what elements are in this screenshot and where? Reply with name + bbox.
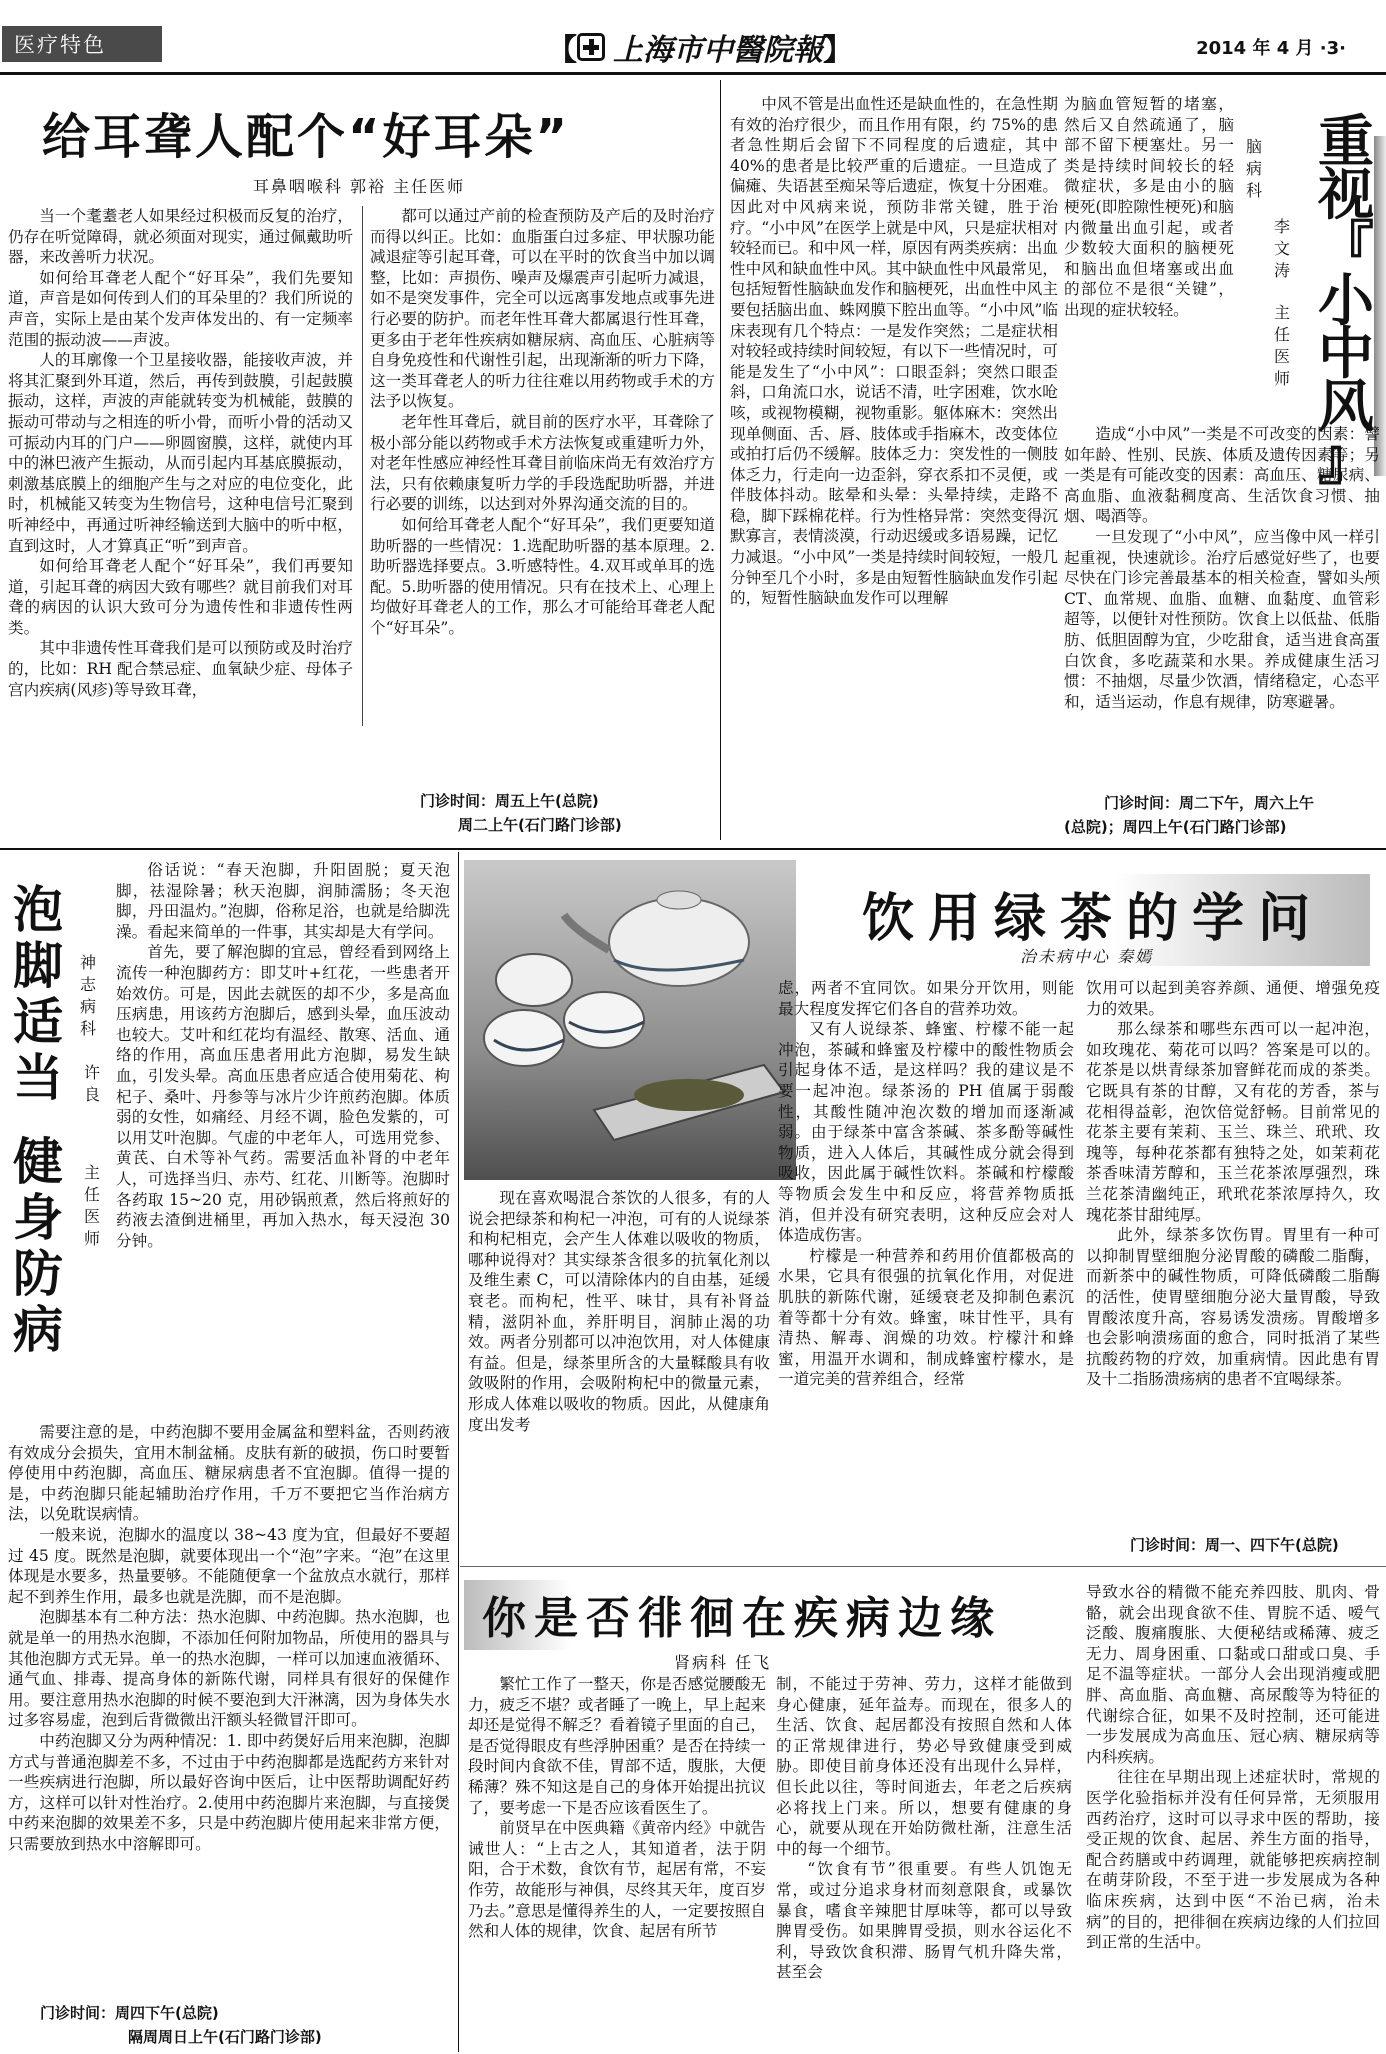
article-1-divider — [362, 206, 363, 726]
article-2-col1: 中风不管是出血性还是缺血性的，在急性期有效的治疗很少，而且作用有限，约 75%的患者急性期后会留下不同程度的后遗症，其中 40%的患者是比较严重的后遗症。一旦造成了偏瘫、失语甚至痴呆等后遗症，恢复十分困难。因此对中风病来说，预防非常关键，胜于治疗。“小中风”在医学上就是中风，只是症状相对较轻而已。和中风一样，原因有两类疾病：出血性中风和缺血性中风。其中缺血性中风最常见，包括短暂性脑缺血发作和脑梗死，出血性中风主要包括脑出血、蛛网膜下腔出血等。“小中风”临床表现有几个特点：一是发作突然；二是症状相对较轻或持续时间较短，有以下一些情况时，可能是发生了“小中风”：口眼歪斜；突然口眼歪斜，口角流口水，说话不清，吐字困难，饮水呛咳，或视物模糊，视物重影。躯体麻木：突然出现单侧面、舌、唇、肢体或手指麻木，改变体位或拍打后仍不缓解。肢体乏力：突发性的一侧肢体乏力，行走向一边歪斜，穿衣系扣不灵便，或伴肢体抖动。眩晕和头晕：头晕持续，走路不稳，脚下踩棉花样。行为性格异常：突然变得沉默寡言，表情淡漠，行动迟缓或多语易躁，记忆力减退。“小中风”一类是持续时间较短，一般几分钟至几个小时，多是由短暂性脑缺血发作引起的，短暂性脑缺血发作可以理解 — [730, 95, 1058, 608]
article-4 — [460, 852, 1386, 1564]
article-2-col2: 为脑血管短暂的堵塞，然后又自然疏通了，脑部不留下梗塞灶。另一类是持续时间较长的轻微症状，多是由小的脑梗死(即腔隙性梗死)和脑内微量出血引起，或者少数较大面积的脑梗死和脑出血但堵塞或出血的部位不是很“关键”，出现的症状较轻。 — [1064, 95, 1234, 319]
article-3-author: 许 良 — [83, 1063, 100, 1104]
article-4-byline: 治未病中心 秦嫣 — [1020, 947, 1154, 966]
masthead — [512, 24, 888, 70]
article-4-col3: 饮用可以起到美容养颜、通便、增强免疫力的效果。 那么绿茶和哪些东西可以一起冲泡，如玫瑰花、菊花可以吗？答案是可以的。花茶是以烘青绿茶加窨鲜花而成的茶类。它既具有茶的甘醇，又有花的芳香，茶与花相得益彰，泡饮倍觉舒畅。目前常见的花茶主要有茉莉、玉兰、珠兰、玳玳、玫瑰等，每种花茶都有独特之处，如茉莉花茶香味清芳醇和，玉兰花茶浓厚强烈，珠兰花茶清幽纯正，玳玳花茶浓厚持久，玫瑰花茶甘甜纯厚。 此外，绿茶多饮伤胃。胃里有一种可以抑制胃壁细胞分泌胃酸的磷酸二脂酶，而新茶中的碱性物质，可降低磷酸二脂酶的活性，使胃壁细胞分泌大量胃酸，导致胃酸浓度升高，容易诱发溃疡。胃酸增多也会影响溃疡面的愈合，同时抵消了某些抗酸药物的疗效，加重病情。因此患有胃及十二指肠溃疡病的患者不宜喝绿茶。 — [1086, 979, 1380, 1389]
article-3-role: 主 任 医 师 — [83, 1163, 100, 1248]
bottom-right-rule — [460, 1566, 1386, 1567]
article-3-clinic-hours-2: 隔周周日上午(石门路门诊部) — [128, 2028, 322, 2046]
article-2-clinic-hours-2: (总院)；周四上午(石门路门诊部) — [1064, 818, 1287, 836]
article-3-dept: 神 志 病 科 — [79, 953, 96, 1038]
article-3-title: 泡 脚 适 当 健 身 防 病 — [13, 881, 63, 1359]
article-4-title: 饮用绿茶的学问 — [862, 889, 1325, 949]
header-rule — [0, 72, 1386, 75]
article-2-role: 主 任 医 师 — [1273, 303, 1290, 388]
article-5-col1: 繁忙工作了一整天，你是否感觉腰酸无力，疲乏不堪？或者睡了一晚上，早上起来却还是觉得不解乏？看着镜子里面的自己，是否觉得眼皮有些浮肿困重？是否在持续一段时间内食欲不佳，胃部不适，腹胀，大便稀薄？殊不知这是自己的身体开始提出抗议了，要考虑一下是否应该看医生了。 前贤早在中医典籍《黄帝内经》中就告诫世人：“上古之人，其知道者，法于阴阳，合于术数，食饮有节，起居有常，不妄作劳，故能形与神俱，尽终其天年，度百岁乃去。”意思是懂得养生的人，一定要按照自然和人体的规律，饮食、起居有所节 — [468, 1675, 766, 1941]
bracket-left: 【 — [547, 33, 577, 68]
article-2-clinic-hours: 门诊时间：周二下午，周六上午 — [1104, 794, 1315, 812]
article-4-col1: 现在喜欢喝混合茶饮的人很多，有的人说会把绿茶和枸杞一冲泡，可有的人说绿茶和枸杞相克，会产生人体难以吸收的物质，哪种说得对？其实绿茶含很多的抗氧化剂以及维生素 C，可以清除体内的自由基，延缓衰老。而枸杞，性平、味甘，具有补肾益精，滋阴补血，养肝明目，润肺止渴的功效。两者分别都可以冲泡饮用，对人体健康有益。但是，绿茶里所含的大量鞣酸具有收敛吸附的作用，会吸附枸杞中的微量元素，形成人体难以吸收的物质。因此，从健康角度出发考 — [468, 1189, 770, 1434]
article-3-col-wide: 需要注意的是，中药泡脚不要用金属盆和塑料盆，否则药液有效成分会损失，宜用木制盆桶。皮肤有新的破损，伤口时要暂停使用中药泡脚，高血压、糖尿病患者不宜泡脚。值得一提的是，中药泡脚只能起辅助治疗作用，千万不要把它当作治病方法，以免耽误病情。 一般来说，泡脚水的温度以 38~43 度为宜，但最好不要超过 45 度。既然是泡脚，就要体现出一个“泡”字来。“泡”在这里体现是水要多，热量要够。不能随便拿一个盆放点水就行，那样起不到养生作用，最多也就是洗脚，而不是泡脚。 泡脚基本有二种方法：热水泡脚、中药泡脚。热水泡脚，也就是单一的用热水泡脚，不添加任何附加物品，所使用的器具与其他泡脚方式无异。单一的热水泡脚，一样可以加速血液循环、通气血、排毒、提高身体的新陈代谢，同样具有很好的保健作用。要注意用热水泡脚的时候不要泡到大汗淋漓，因为身体失水过多容易虚，泡到后背微微出汗额头轻微冒汗即可。 中药泡脚又分为两种情况：1. 即中药煲好后用来泡脚，泡脚方式与普通泡脚差不多，不过由于中药泡脚都是选配药方来针对一些疾病进行泡脚，所以最好咨询中医后，让中医帮助调配好药方，这样可以针对性治疗。2.使用中药泡脚片来泡脚，与直接煲中药来泡脚的效果差不多，只是中药泡脚片使用起来非常方便，只需要放到热水中溶解即可。 — [8, 1423, 450, 1853]
issue-date: 2014 年 4 月 ·3· — [1196, 38, 1346, 59]
article-1-clinic-hours-2: 周二上午(石门路门诊部) — [458, 816, 622, 834]
bracket-right: 】 — [823, 33, 853, 68]
article-5-title: 你是否徘徊在疾病边缘 — [482, 1593, 1002, 1644]
article-4-col2: 虑，两者不宜同饮。如果分开饮用，则能最大程度发挥它们各自的营养功效。 又有人说绿茶、蜂蜜、柠檬不能一起冲泡，茶碱和蜂蜜及柠檬中的酸性物质会引起身体不适，是这样吗？我的建议是不要一起冲泡。绿茶汤的 PH 值属于弱酸性，其酸性随冲泡次数的增加而逐渐减弱。由于绿茶中富含茶碱、茶多酚等碱性物质，进入人体后，其碱性成分就会得到吸收，因此属于碱性饮料。茶碱和柠檬酸等物质会发生中和反应，将营养物质抵消，但并没有研究表明，这种反应会对人体造成伤害。 柠檬是一种营养和药用价值都极高的水果，它具有很强的抗氧化作用，对促进肌肤的新陈代谢，延缓衰老及抑制色素沉着等都十分有效。蜂蜜，味甘性平，具有清热、解毒、润燥的功效。柠檬汁和蜂蜜，用温开水调和，制成蜂蜜柠檬水，是一道完美的营养组合，经常 — [778, 979, 1074, 1389]
masthead-title: 上海市中醫院報 — [613, 33, 823, 68]
tea-photo — [464, 860, 796, 1180]
top-divider — [720, 80, 721, 840]
article-2-title: 重 视 『 小 中 风 』 — [1312, 116, 1380, 476]
article-2-col2-cont: 造成“小中风”一类是不可改变的因素：譬如年龄、性别、民族、体质及遗传因素等；另一类是有可能改变的因素：高血压、糖尿病、高血脂、血液黏稠度高、生活饮食习惯、抽烟、喝酒等。 一旦发现了“小中风”，应当像中风一样引起重视，快速就诊。治疗后感觉好些了，也要尽快在门诊完善最基本的相关检查，譬如头颅 CT、血常规、血脂、血糖、血黏度、血管彩超等，以便针对性预防。饮食上以低盐、低脂肪、低胆固醇为宜，少吃甜食，适当进食高蛋白饮食，多吃蔬菜和水果。养成健康生活习惯：不抽烟，尽量少饮酒，情绪稳定，心态平和，适当运动，作息有规律，防寒避暑。 — [1064, 425, 1380, 711]
article-1-title: 给耳聋人配个“好耳朵” — [42, 109, 571, 165]
article-1-clinic-hours: 门诊时间：周五上午(总院) — [420, 792, 599, 810]
article-1-byline: 耳鼻咽喉科 郭裕 主任医师 — [252, 177, 466, 196]
article-3-clinic-hours: 门诊时间：周四下午(总院) — [40, 2004, 219, 2022]
article-2 — [722, 76, 1386, 844]
article-2-dept: 脑 病 科 — [1245, 137, 1262, 200]
article-4-clinic-hours: 门诊时间：周一、四下午(总院) — [1130, 1536, 1339, 1554]
article-1 — [0, 76, 718, 844]
article-2-author: 李 文 涛 — [1273, 217, 1290, 280]
article-5-col2: 制，不能过于劳神、劳力，这样才能做到身心健康，延年益寿。而现在，很多人的生活、饮食、起居都没有按照自然和人体的正常规律进行，势必导致健康受到威胁。即使目前身体还没有出现什么异样，但长此以往，等时间逝去，年老之后疾病必将找上门来。所以，想要有健康的身心，就要从现在开始防微杜渐，注意生活中的每一个细节。 “饮食有节”很重要。有些人饥饱无常，或过分追求身材而刻意限食，或暴饮暴食，嗜食辛辣肥甘厚味等，都可以导致脾胃受伤。如果脾胃受损，则水谷运化不利，导致饮食积滞、肠胃气机升降失常，甚至会 — [776, 1675, 1072, 1982]
article-5-col3: 导致水谷的精微不能充养四肢、肌肉、骨骼，就会出现食欲不佳、胃脘不适、嗳气泛酸、腹痛腹胀、大便秘结或稀薄、疲乏无力、周身困重、口黏或口甜或口臭、手足不温等症状。一部分人会出现消瘦或肥胖、高血脂、高血糖、高尿酸等为特征的代谢综合征，如果不及时控制，还可能进一步发展成为高血压、冠心病、糖尿病等内科疾病。 往往在早期出现上述症状时，常规的医学化验指标并没有任何异常，无须服用西药治疗，这时可以寻求中医的帮助，接受正规的饮食、起居、养生方面的指导，配合药膳或中药调理，就能够把疾病控制在萌芽阶段，不至于进一步发展成为各种临床疾病，达到中医“不治已病，治未病”的目的，把徘徊在疾病边缘的人们拉回到正常的生活中。 — [1086, 1583, 1380, 1952]
article-1-col2: 都可以通过产前的检查预防及产后的及时治疗而得以纠正。比如：血脂蛋白过多症、甲状腺功能减退症等引起耳聋，可以在平时的饮食当中加以调整，比如：声损伤、噪声及爆震声引起听力减退，如不是突发事件，完全可以远离事发地点或事先进行必要的防护。而老年性耳聋大都属退行性耳聋，更多由于老年性疾病如糖尿病、高血压、心脏病等自身免疫性和代谢性引起，出现渐渐的听力下降，这一类耳聋老人的听力往往难以用药物或手术的方法予以恢复。 老年性耳聋后，就目前的医疗水平，耳聋除了极小部分能以药物或手术方法恢复或重建听力外，对老年性感应神经性耳聋目前临床尚无有效治疗方法，只有依赖康复听力学的手段选配助听器，并进行必要的训练，以达到对外界沟通交流的目的。 如何给耳聋老人配个“好耳朵”，我们更要知道助听器的一些情况：1.选配助听器的基本原理。2.助听器选择要点。3.听感特性。4.双耳或单耳的选配。5.助听器的使用情况。只有在技术上、心理上均做好耳聋老人的工作，那么才可能给耳聋老人配个“好耳朵”。 — [370, 207, 715, 637]
article-5-byline: 肾病科 任飞 — [674, 1653, 772, 1672]
hospital-logo-icon — [577, 33, 605, 61]
mid-rule — [0, 848, 1386, 850]
article-5 — [460, 1568, 1386, 2054]
section-label: 医疗特色 — [14, 33, 106, 57]
article-3 — [0, 852, 456, 2054]
article-1-col1: 当一个耄耋老人如果经过积极而反复的治疗，仍存在听觉障碍，就必须面对现实，通过佩戴助听器，来改善听力状况。 如何给耳聋老人配个“好耳朵”，我们先要知道，声音是如何传到人们的耳朵里的？我们所说的声音，实际上是由某个发声体发出的、有一定频率范围的振动波——声波。 人的耳廓像一个卫星接收器，能接收声波，并将其汇聚到外耳道，然后，再传到鼓膜，引起鼓膜振动，这样，声波的声能就转变为机械能，鼓膜的振动可带动与之相连的听小骨，而听小骨的活动又可振动内耳的门户——卵圆窗膜，这样，就使内耳中的淋巴液产生振动，从而引起内耳基底膜振动，刺激基底膜上的细胞产生与之对应的电位变化，此时，机械能又转变为生物信号，这种电信号汇聚到听神经中，再通过听神经输送到大脑中的听中枢，直到这时，人才算真正“听”到声音。 如何给耳聋老人配个“好耳朵”，我们再要知道，引起耳聋的病因大致有哪些？就目前我们对耳聋的病因的认识大致可分为遗传性和非遗传性两类。 其中非遗传性耳聋我们是可以预防或及时治疗的，比如：RH 配合禁忌症、血氧缺少症、母体子宫内疾病(风疹)等导致耳聋， — [8, 207, 353, 699]
article-3-col-narrow: 俗话说：“春天泡脚，升阳固脱；夏天泡脚，祛湿除暑；秋天泡脚，润肺濡肠；冬天泡脚，丹田温灼。”泡脚，俗称足浴，也就是给脚洗澡。看起来简单的一件事，其实却是大有学问。 首先，要了解泡脚的宜忌，曾经看到网络上流传一种泡脚药方：即艾叶+红花，一些患者开始效仿。可是，因此去就医的却不少，多是高血压病患，用该药方泡脚后，感到头晕，血压波动也较大。艾叶和红花均有温经、散寒、活血、通络的作用，高血压患者用此方泡脚，易发生缺血，引发头晕。高血压患者应适合使用菊花、枸杞子、桑叶、丹参等与冰片少许煎药泡脚。体质弱的女性，如痛经、月经不调，脸色发紫的，可以用艾叶泡脚。气虚的中老年人，可选用党参、黄芪、白术等补气药。需要活血补肾的中老年人，可选择当归、赤芍、红花、川断等。泡脚时各药取 15~20 克，用砂锅煎煮，然后将煎好的药液去渣倒进桶里，再加入热水，每天浸泡 30 分钟。 — [116, 861, 450, 1250]
bottom-divider — [458, 852, 459, 2052]
teaset-image — [464, 860, 796, 1180]
